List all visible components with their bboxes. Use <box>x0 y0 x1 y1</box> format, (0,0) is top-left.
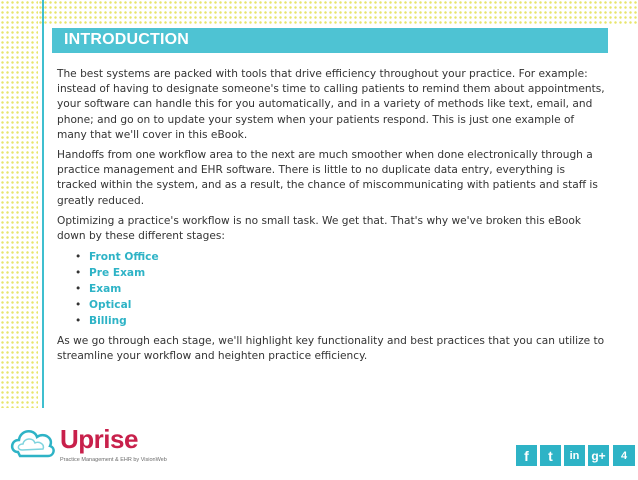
body-content <box>57 67 607 370</box>
stage-item-exam <box>75 281 607 297</box>
stage-item-pre-exam <box>75 265 607 281</box>
stage-item-billing <box>75 313 607 329</box>
stage-label: Front Office <box>89 251 159 264</box>
intro-paragraph: The best systems are packed with tools that drive efficiency throughout your practice. For example: instead of having to designate someone's time to calling patients to remind them about appointments, your software can handle this for you automatically, and in a variety of methods like text, email, and phone; and go on to update your system when your patients respond. This is just one example of many that we'll cover in this eBook. <box>57 68 605 141</box>
bullet: • <box>75 267 82 280</box>
stage-label: Billing <box>89 315 127 328</box>
stages-intro-paragraph: Optimizing a practice's workflow is no small task. We get that. That's why we've broken this eBook down by these different stages: <box>57 214 581 243</box>
closing-paragraph: As we go through each stage, we'll highlight key functionality and best practices that you can utilize to streamline your workflow and heighten practice efficiency. <box>57 335 605 363</box>
dot-pattern-top <box>38 0 638 24</box>
bullet: • <box>75 251 82 264</box>
stage-label: Optical <box>89 299 132 312</box>
page-number: 4 <box>613 445 635 466</box>
stage-label: Pre Exam <box>89 267 146 280</box>
linkedin-icon[interactable]: in <box>564 445 585 466</box>
twitter-icon[interactable]: t <box>540 445 561 466</box>
bullet: • <box>75 299 82 312</box>
stages-list <box>57 249 607 329</box>
logo-tagline: Practice Management & EHR by VisionWeb <box>60 457 167 463</box>
facebook-icon[interactable]: f <box>516 445 537 466</box>
logo-wordmark: Uprise <box>60 424 138 454</box>
bullet: • <box>75 315 82 328</box>
google-plus-icon[interactable]: g+ <box>588 445 609 466</box>
stage-label: Exam <box>89 283 122 296</box>
handoffs-paragraph: Handoffs from one workflow area to the next are much smoother when done electronically through a practice management and EHR software. There is little to no duplicate data entry, everything is tracked within the system, and as a result, the chance of miscommunicating with patients and staff is greatly reduced. <box>57 149 598 207</box>
dot-pattern-left <box>0 0 38 408</box>
section-banner <box>52 28 608 53</box>
uprise-logo <box>8 420 178 480</box>
stage-item-front-office <box>75 249 607 265</box>
cloud-icon <box>8 422 58 468</box>
stage-item-optical <box>75 297 607 313</box>
social-links <box>516 445 609 466</box>
section-title: INTRODUCTION <box>64 31 190 48</box>
bullet: • <box>75 283 82 296</box>
accent-vertical-line <box>42 0 44 408</box>
